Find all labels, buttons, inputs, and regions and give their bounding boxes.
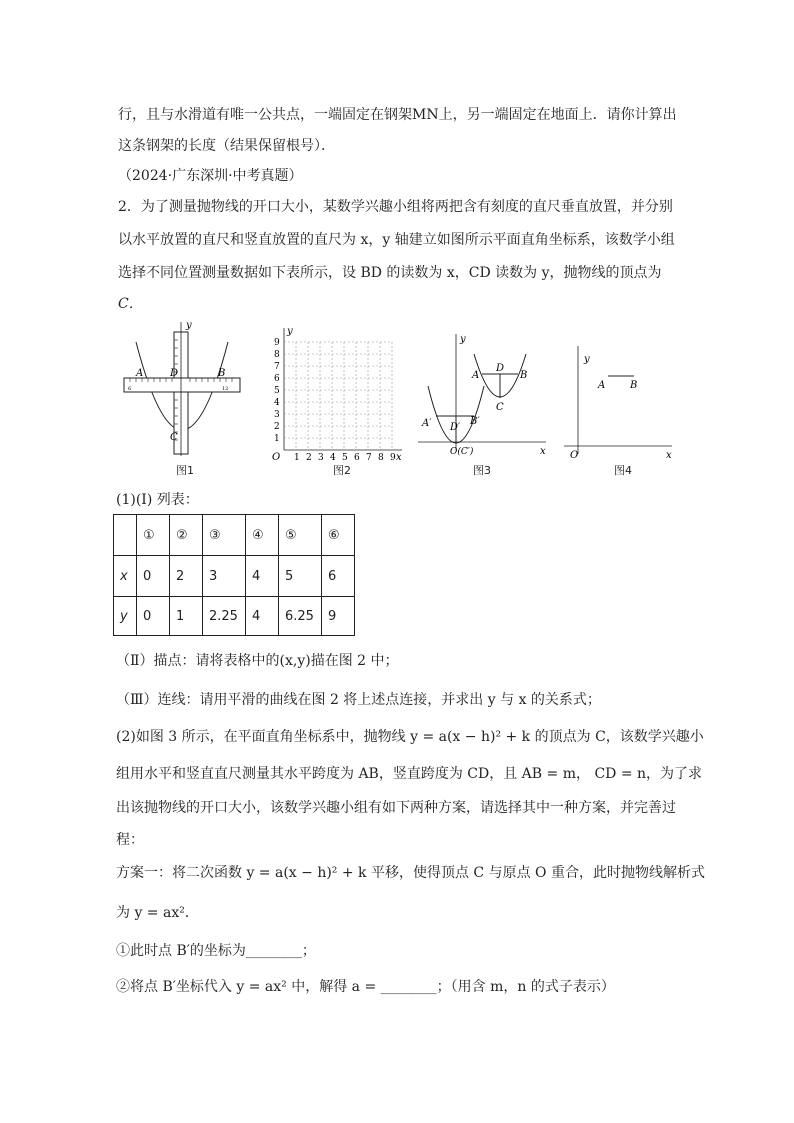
fig1-label-a: A xyxy=(136,368,144,379)
plan1-item1: ①此时点 B′的坐标为________； xyxy=(116,943,316,959)
q2-line1: 2．为了测量抛物线的开口大小，某数学兴趣小组将两把含有刻度的直尺垂直放置，并分别 xyxy=(118,199,673,215)
table-cell: 2.25 xyxy=(203,597,246,636)
svg-text:8: 8 xyxy=(274,350,280,360)
q2-line4: C． xyxy=(118,296,143,312)
fig3-label-d: D xyxy=(496,363,505,374)
table-cell: 0 xyxy=(137,597,170,636)
figure-1 xyxy=(118,318,258,458)
table-cell xyxy=(114,515,137,556)
table-cell: 0 xyxy=(137,556,170,597)
figure-4 xyxy=(560,340,680,460)
fig3-y-label: y xyxy=(460,334,466,345)
fig1-y-label: y xyxy=(186,320,192,331)
table-cell: 6.25 xyxy=(279,597,322,636)
fig4-y-label: y xyxy=(584,354,590,365)
q2-line3: 选择不同位置测量数据如下表所示，设 BD 的读数为 x，CD 读数为 y，抛物线的顶点为 xyxy=(118,265,662,281)
table-cell: 4 xyxy=(246,556,279,597)
table-cell: 4 xyxy=(246,597,279,636)
fig2-origin-label: O xyxy=(272,452,281,462)
q2-line2: 以水平放置的直尺和竖直放置的直尺为 x，y 轴建立如图所示平面直角坐标系，该数学小组 xyxy=(118,232,675,248)
svg-text:1: 1 xyxy=(274,434,280,444)
table-cell: 3 xyxy=(203,556,246,597)
fig3-label-a-prime: A′ xyxy=(422,418,432,429)
step2-text: （Ⅱ）描点：请将表格中的(x,y)描在图 2 中； xyxy=(116,653,399,669)
svg-text:1: 1 xyxy=(294,453,300,462)
svg-text:4: 4 xyxy=(330,453,336,462)
fig4-caption: 图4 xyxy=(614,464,632,477)
svg-text:2: 2 xyxy=(306,453,312,462)
fig1-ruler-tick-label: 6 xyxy=(128,386,132,392)
data-table xyxy=(113,514,355,636)
fig1-label-c: C xyxy=(170,432,178,443)
table-cell: ③ xyxy=(203,515,246,556)
table-cell: 9 xyxy=(322,597,355,636)
fig1-caption: 图1 xyxy=(176,464,194,477)
svg-text:7: 7 xyxy=(274,362,280,372)
figure-3 xyxy=(412,330,552,460)
svg-text:8: 8 xyxy=(378,453,384,462)
part1-heading: (1)(Ⅰ) 列表： xyxy=(116,492,199,508)
svg-text:9: 9 xyxy=(274,338,280,348)
part2-line2: 组用水平和竖直直尺测量其水平跨度为 AB，竖直跨度为 CD，且 AB = m， CD = n，为了求 xyxy=(116,766,703,782)
fig3-label-d-prime: D′ xyxy=(450,422,461,433)
plan1-line2: 为 y = ax²． xyxy=(116,905,199,921)
svg-text:3: 3 xyxy=(318,453,324,462)
fig3-label-a: A xyxy=(472,370,480,381)
table-cell: 6 xyxy=(322,556,355,597)
fig4-origin-label: O xyxy=(570,450,579,460)
fig4-label-a: A xyxy=(598,380,606,391)
svg-text:6: 6 xyxy=(274,374,280,384)
table-cell: 1 xyxy=(170,597,203,636)
fig1-ruler-tick-label: 12 xyxy=(222,386,229,392)
fig2-caption: 图2 xyxy=(333,464,351,477)
fig3-label-b-prime: B′ xyxy=(470,416,480,427)
svg-text:7: 7 xyxy=(366,453,372,462)
fig4-x-label: x xyxy=(666,450,672,460)
fig3-label-b: B xyxy=(520,370,528,381)
table-cell: ⑤ xyxy=(279,515,322,556)
table-cell: ① xyxy=(137,515,170,556)
part2-line4: 程： xyxy=(116,832,144,848)
table-cell: ⑥ xyxy=(322,515,355,556)
step3-text: （Ⅲ）连线：请用平滑的曲线在图 2 将上述点连接，并求出 y 与 x 的关系式； xyxy=(116,692,601,708)
table-cell: ② xyxy=(170,515,203,556)
fig1-label-b: B xyxy=(218,368,226,379)
fig4-label-b: B xyxy=(630,380,638,391)
fig2-x-ticks xyxy=(294,453,396,462)
svg-text:9: 9 xyxy=(390,453,396,462)
fig2-x-label: x xyxy=(396,452,402,462)
fig3-caption: 图3 xyxy=(473,464,491,477)
table-cell: 2 xyxy=(170,556,203,597)
table-cell: 5 xyxy=(279,556,322,597)
table-row xyxy=(114,556,355,597)
svg-text:3: 3 xyxy=(274,410,280,420)
fig3-x-label: x xyxy=(540,446,546,457)
svg-text:4: 4 xyxy=(274,398,280,408)
svg-text:6: 6 xyxy=(354,453,360,462)
plan1-item2: ②将点 B′坐标代入 y = ax² 中，解得 a = ________；（用含 m，n 的式子表示） xyxy=(116,979,615,995)
svg-text:5: 5 xyxy=(274,386,280,396)
fig2-y-label: y xyxy=(287,326,293,337)
fig1-label-d: D xyxy=(170,368,179,379)
table-cell: ④ xyxy=(246,515,279,556)
svg-text:2: 2 xyxy=(274,422,280,432)
fig2-y-ticks xyxy=(274,338,280,444)
table-row xyxy=(114,597,355,636)
fig3-label-origin: O(C′) xyxy=(450,447,474,457)
part2-line1: (2)如图 3 所示，在平面直角坐标系中，抛物线 y = a(x − h)² + k 的顶点为 C，该数学兴趣小 xyxy=(116,729,704,745)
svg-text:5: 5 xyxy=(342,453,348,462)
fig3-label-c: C xyxy=(496,402,504,413)
para1-line2: 这条钢架的长度（结果保留根号）． xyxy=(118,138,335,154)
table-cell: y xyxy=(114,597,137,636)
para1-line1: 行，且与水滑道有唯一公共点，一端固定在钢架MN上，另一端固定在地面上．请你计算出 xyxy=(118,107,677,123)
table-header-row xyxy=(114,515,355,556)
part2-line3: 出该抛物线的开口大小，该数学兴趣小组有如下两种方案，请选择其中一种方案，并完善过 xyxy=(116,800,676,816)
table-cell: x xyxy=(114,556,137,597)
figure-2 xyxy=(268,322,408,462)
source-label: （2024·广东深圳·中考真题） xyxy=(118,168,303,184)
plan1-line1: 方案一：将二次函数 y = a(x − h)² + k 平移，使得顶点 C 与原点 O 重合，此时抛物线解析式 xyxy=(116,865,705,881)
